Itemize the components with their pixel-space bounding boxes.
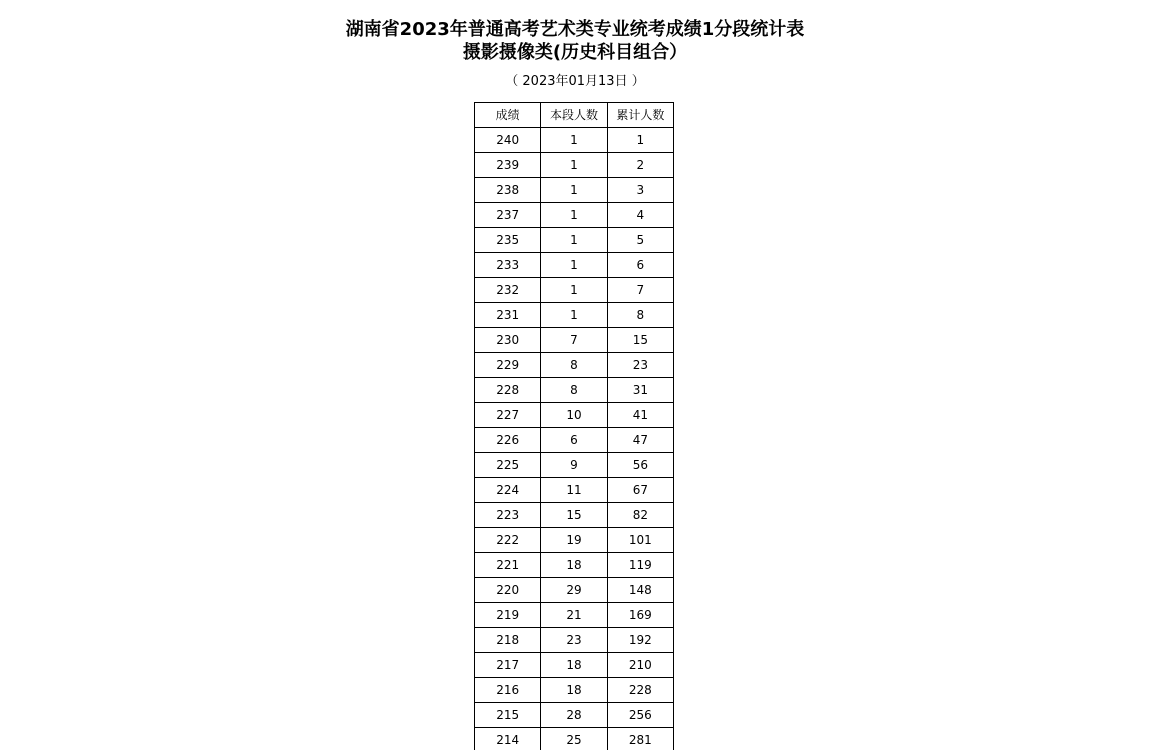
score-cell: 232	[475, 278, 541, 303]
table-row	[475, 678, 674, 703]
table-row	[475, 153, 674, 178]
column-header-cumulative-count: 累计人数	[607, 103, 673, 128]
cumulative-count-cell: 15	[607, 328, 673, 353]
score-cell: 231	[475, 303, 541, 328]
score-cell: 233	[475, 253, 541, 278]
cumulative-count-cell: 3	[607, 178, 673, 203]
cumulative-count-cell: 2	[607, 153, 673, 178]
table-row	[475, 278, 674, 303]
table-row	[475, 353, 674, 378]
score-cell: 238	[475, 178, 541, 203]
page-subtitle: 摄影摄像类(历史科目组合）	[462, 42, 688, 63]
table-row	[475, 203, 674, 228]
table-row	[475, 328, 674, 353]
score-cell: 229	[475, 353, 541, 378]
publish-date: （ 2023年01月13日 ）	[505, 74, 645, 89]
segment-count-cell: 1	[541, 278, 607, 303]
table-row	[475, 478, 674, 503]
cumulative-count-cell: 101	[607, 528, 673, 553]
segment-count-cell: 25	[541, 728, 607, 750]
cumulative-count-cell: 1	[607, 128, 673, 153]
column-header-score: 成绩	[475, 103, 541, 128]
score-cell: 216	[475, 678, 541, 703]
score-cell: 220	[475, 578, 541, 603]
cumulative-count-cell: 8	[607, 303, 673, 328]
cumulative-count-cell: 31	[607, 378, 673, 403]
score-cell: 235	[475, 228, 541, 253]
segment-count-cell: 11	[541, 478, 607, 503]
cumulative-count-cell: 148	[607, 578, 673, 603]
table-row	[475, 603, 674, 628]
cumulative-count-cell: 210	[607, 653, 673, 678]
segment-count-cell: 8	[541, 378, 607, 403]
segment-count-cell: 6	[541, 428, 607, 453]
score-cell: 227	[475, 403, 541, 428]
score-cell: 228	[475, 378, 541, 403]
cumulative-count-cell: 6	[607, 253, 673, 278]
segment-count-cell: 15	[541, 503, 607, 528]
cumulative-count-cell: 5	[607, 228, 673, 253]
cumulative-count-cell: 281	[607, 728, 673, 750]
cumulative-count-cell: 67	[607, 478, 673, 503]
score-cell: 225	[475, 453, 541, 478]
score-cell: 218	[475, 628, 541, 653]
table-header-row	[475, 103, 674, 128]
table-row	[475, 653, 674, 678]
score-cell: 215	[475, 703, 541, 728]
cumulative-count-cell: 169	[607, 603, 673, 628]
cumulative-count-cell: 82	[607, 503, 673, 528]
segment-count-cell: 1	[541, 303, 607, 328]
score-distribution-table	[474, 102, 674, 750]
segment-count-cell: 23	[541, 628, 607, 653]
score-cell: 221	[475, 553, 541, 578]
score-cell: 230	[475, 328, 541, 353]
cumulative-count-cell: 228	[607, 678, 673, 703]
score-cell: 223	[475, 503, 541, 528]
score-cell: 226	[475, 428, 541, 453]
table-row	[475, 403, 674, 428]
score-cell: 239	[475, 153, 541, 178]
score-cell: 240	[475, 128, 541, 153]
table-row	[475, 128, 674, 153]
segment-count-cell: 7	[541, 328, 607, 353]
table-row	[475, 178, 674, 203]
segment-count-cell: 1	[541, 253, 607, 278]
table-row	[475, 728, 674, 750]
table-row	[475, 228, 674, 253]
cumulative-count-cell: 4	[607, 203, 673, 228]
score-cell: 219	[475, 603, 541, 628]
table-row	[475, 453, 674, 478]
segment-count-cell: 1	[541, 178, 607, 203]
score-cell: 224	[475, 478, 541, 503]
segment-count-cell: 19	[541, 528, 607, 553]
segment-count-cell: 18	[541, 678, 607, 703]
cumulative-count-cell: 41	[607, 403, 673, 428]
cumulative-count-cell: 256	[607, 703, 673, 728]
table-row	[475, 628, 674, 653]
table-row	[475, 378, 674, 403]
cumulative-count-cell: 23	[607, 353, 673, 378]
segment-count-cell: 1	[541, 203, 607, 228]
segment-count-cell: 9	[541, 453, 607, 478]
table-row	[475, 578, 674, 603]
segment-count-cell: 1	[541, 128, 607, 153]
cumulative-count-cell: 7	[607, 278, 673, 303]
segment-count-cell: 18	[541, 653, 607, 678]
cumulative-count-cell: 47	[607, 428, 673, 453]
table-row	[475, 528, 674, 553]
page-title: 湖南省2023年普通高考艺术类专业统考成绩1分段统计表	[345, 19, 805, 40]
table-row	[475, 303, 674, 328]
score-cell: 214	[475, 728, 541, 750]
table-row	[475, 553, 674, 578]
score-cell: 217	[475, 653, 541, 678]
cumulative-count-cell: 192	[607, 628, 673, 653]
segment-count-cell: 1	[541, 228, 607, 253]
table-row	[475, 428, 674, 453]
score-cell: 237	[475, 203, 541, 228]
segment-count-cell: 21	[541, 603, 607, 628]
segment-count-cell: 28	[541, 703, 607, 728]
table-row	[475, 253, 674, 278]
table-row	[475, 703, 674, 728]
segment-count-cell: 8	[541, 353, 607, 378]
cumulative-count-cell: 119	[607, 553, 673, 578]
segment-count-cell: 29	[541, 578, 607, 603]
score-cell: 222	[475, 528, 541, 553]
table-row	[475, 503, 674, 528]
segment-count-cell: 18	[541, 553, 607, 578]
segment-count-cell: 10	[541, 403, 607, 428]
table-body	[475, 128, 674, 750]
cumulative-count-cell: 56	[607, 453, 673, 478]
segment-count-cell: 1	[541, 153, 607, 178]
column-header-segment-count: 本段人数	[541, 103, 607, 128]
